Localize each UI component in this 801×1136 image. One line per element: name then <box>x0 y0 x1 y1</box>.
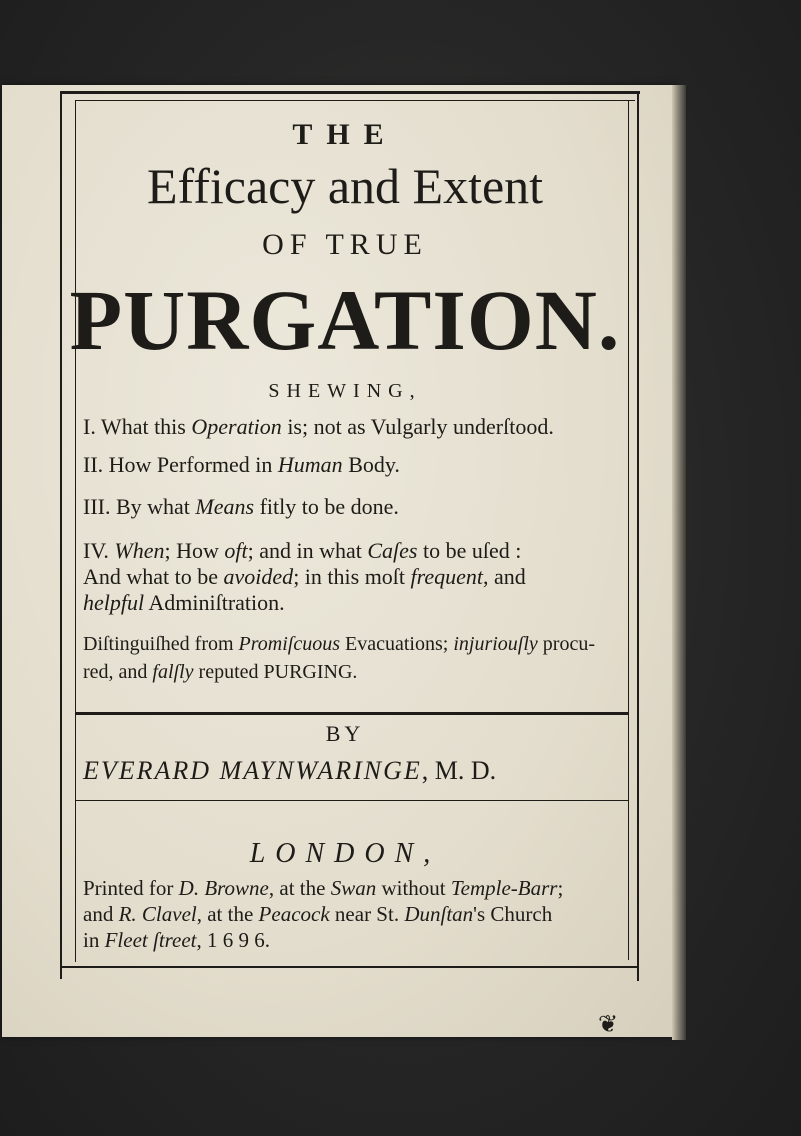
imprint-line-3: in Fleet ſtreet, 1 6 9 6. <box>83 928 271 952</box>
divider-rule-2 <box>75 800 628 801</box>
top-rule-inner <box>75 100 635 101</box>
heading-shewing: SHEWING, <box>268 380 422 402</box>
item-1: I. What this Operation is; not as Vulgarly underſtood. <box>83 414 554 439</box>
top-rule-outer <box>60 91 640 94</box>
item-4-line-1: IV. When; How oft; and in what Caſes to be uſed : <box>83 538 522 563</box>
heading-purgation: PURGATION. <box>69 272 621 368</box>
bottom-rule <box>62 966 638 968</box>
distinguished-line-2: red, and falſly reputed PURGING. <box>83 661 358 683</box>
imprint-line-1: Printed for D. Browne, at the Swan without Temple-Barr; <box>83 876 564 900</box>
author: EVERARD MAYNWARINGE, M. D. <box>83 756 497 785</box>
imprint-london: LONDON, <box>249 838 441 869</box>
item-2: II. How Performed in Human Body. <box>83 452 400 477</box>
page-edge <box>672 85 686 1040</box>
by-line: BY <box>325 721 365 746</box>
imprint-line-2: and R. Clavel, at the Peacock near St. Dunſtan's Church <box>83 902 553 926</box>
heading-of-true: OF TRUE <box>262 228 428 261</box>
distinguished-line-1: Diſtinguiſhed from Promiſcuous Evacuations; injuriouſly procu- <box>83 633 595 655</box>
item-3: III. By what Means fitly to be done. <box>83 494 399 519</box>
item-4-line-2: And what to be avoided; in this moſt frequent, and <box>83 564 526 589</box>
heading-efficacy: Efficacy and Extent <box>146 158 544 214</box>
right-rule-outer <box>637 91 639 981</box>
divider-rule-1 <box>75 712 628 715</box>
item-4-line-3: helpful Adminiſtration. <box>83 590 285 615</box>
printers-flower-icon: ❦ <box>598 1012 619 1038</box>
heading-the: THE <box>292 118 398 151</box>
